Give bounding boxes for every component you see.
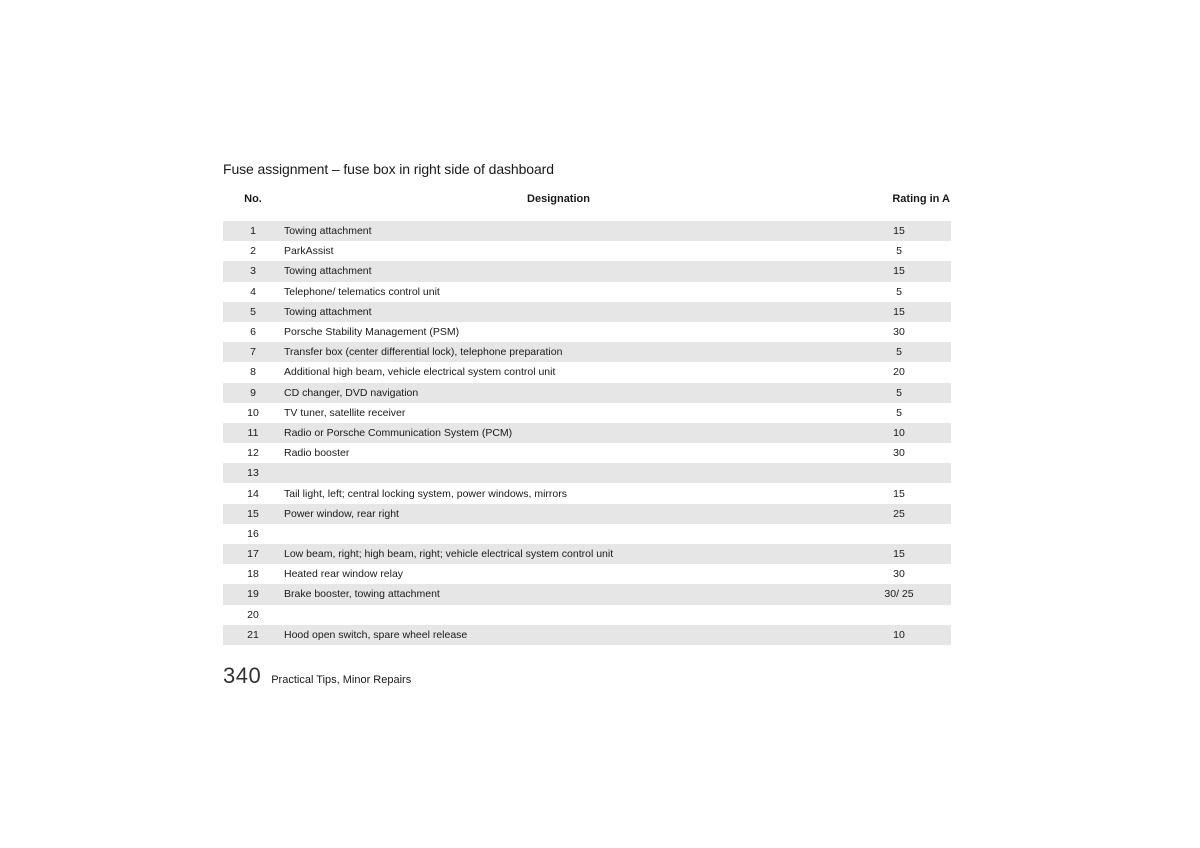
table-row — [223, 302, 951, 322]
designation-cell: Heated rear window relay — [284, 568, 404, 581]
fuse-number-cell: 18 — [247, 568, 259, 581]
designation-cell: TV tuner, satellite receiver — [284, 406, 406, 419]
page-footer — [223, 663, 411, 689]
table-row — [223, 584, 951, 604]
rating-cell: 10 — [893, 628, 905, 641]
fuse-table — [223, 188, 951, 645]
rating-cell: 30 — [893, 326, 905, 339]
section-title: Fuse assignment – fuse box in right side of dashboard — [223, 161, 554, 177]
fuse-number-cell: 5 — [250, 305, 256, 318]
fuse-number-cell: 12 — [247, 447, 259, 460]
table-row — [223, 362, 951, 382]
column-header-no: No. — [244, 193, 262, 205]
table-row — [223, 241, 951, 261]
rating-cell: 10 — [893, 426, 905, 439]
fuse-number-cell: 11 — [247, 426, 259, 439]
table-row — [223, 423, 951, 443]
fuse-number-cell: 7 — [250, 346, 256, 359]
rating-cell: 5 — [896, 285, 902, 298]
table-row — [223, 443, 951, 463]
table-row — [223, 342, 951, 362]
designation-cell: Low beam, right; high beam, right; vehicle electrical system control unit — [284, 548, 614, 561]
rating-cell: 30/ 25 — [884, 588, 914, 601]
fuse-number-cell: 6 — [250, 326, 256, 339]
rating-cell: 5 — [896, 406, 902, 419]
table-row — [223, 605, 951, 625]
designation-cell: Radio or Porsche Communication System (PCM) — [284, 426, 513, 439]
table-row — [223, 221, 951, 241]
table-row — [223, 282, 951, 302]
designation-cell: CD changer, DVD navigation — [284, 386, 419, 399]
designation-cell: Towing attachment — [284, 305, 372, 318]
table-row — [223, 524, 951, 544]
designation-cell: Power window, rear right — [284, 507, 399, 520]
fuse-number-cell: 9 — [250, 386, 256, 399]
table-row — [223, 504, 951, 524]
designation-cell: ParkAssist — [284, 245, 334, 258]
table-row — [223, 261, 951, 281]
designation-cell: Radio booster — [284, 447, 350, 460]
table-row — [223, 564, 951, 584]
rating-cell: 30 — [893, 568, 905, 581]
designation-cell: Towing attachment — [284, 225, 372, 238]
designation-cell: Hood open switch, spare wheel release — [284, 628, 468, 641]
fuse-number-cell: 2 — [250, 245, 256, 258]
table-row — [223, 483, 951, 503]
table-header — [223, 188, 951, 210]
fuse-number-cell: 8 — [250, 366, 256, 379]
table-row — [223, 403, 951, 423]
footer-section-label: Practical Tips, Minor Repairs — [271, 674, 412, 686]
fuse-number-cell: 20 — [247, 608, 259, 621]
rating-cell: 5 — [896, 386, 902, 399]
rating-cell: 20 — [893, 366, 905, 379]
table-row — [223, 322, 951, 342]
fuse-number-cell: 16 — [247, 527, 259, 540]
fuse-number-cell: 3 — [250, 265, 256, 278]
rating-cell: 15 — [893, 225, 905, 238]
fuse-number-cell: 21 — [247, 628, 259, 641]
rating-cell: 5 — [896, 346, 902, 359]
column-header-designation: Designation — [527, 193, 590, 205]
table-body — [223, 221, 951, 645]
designation-cell: Towing attachment — [284, 265, 372, 278]
designation-cell: Brake booster, towing attachment — [284, 588, 440, 601]
designation-cell: Telephone/ telematics control unit — [284, 285, 440, 298]
fuse-number-cell: 1 — [250, 225, 256, 238]
table-row — [223, 383, 951, 403]
rating-cell: 15 — [893, 305, 905, 318]
table-row — [223, 544, 951, 564]
rating-cell: 15 — [893, 548, 905, 561]
designation-cell: Transfer box (center differential lock), telephone preparation — [284, 346, 563, 359]
fuse-number-cell: 10 — [247, 406, 259, 419]
rating-cell: 25 — [893, 507, 905, 520]
rating-cell: 5 — [896, 245, 902, 258]
column-header-rating: Rating in A — [892, 193, 950, 205]
fuse-number-cell: 13 — [247, 467, 259, 480]
rating-cell: 30 — [893, 447, 905, 460]
rating-cell: 15 — [893, 487, 905, 500]
designation-cell: Porsche Stability Management (PSM) — [284, 326, 460, 339]
fuse-number-cell: 14 — [247, 487, 259, 500]
rating-cell: 15 — [893, 265, 905, 278]
designation-cell: Additional high beam, vehicle electrical system control unit — [284, 366, 556, 379]
fuse-number-cell: 19 — [247, 588, 259, 601]
page-number: 340 — [223, 663, 262, 688]
fuse-number-cell: 17 — [247, 548, 259, 561]
fuse-number-cell: 4 — [250, 285, 256, 298]
designation-cell: Tail light, left; central locking system, power windows, mirrors — [284, 487, 568, 500]
fuse-number-cell: 15 — [247, 507, 259, 520]
table-row — [223, 625, 951, 645]
table-row — [223, 463, 951, 483]
